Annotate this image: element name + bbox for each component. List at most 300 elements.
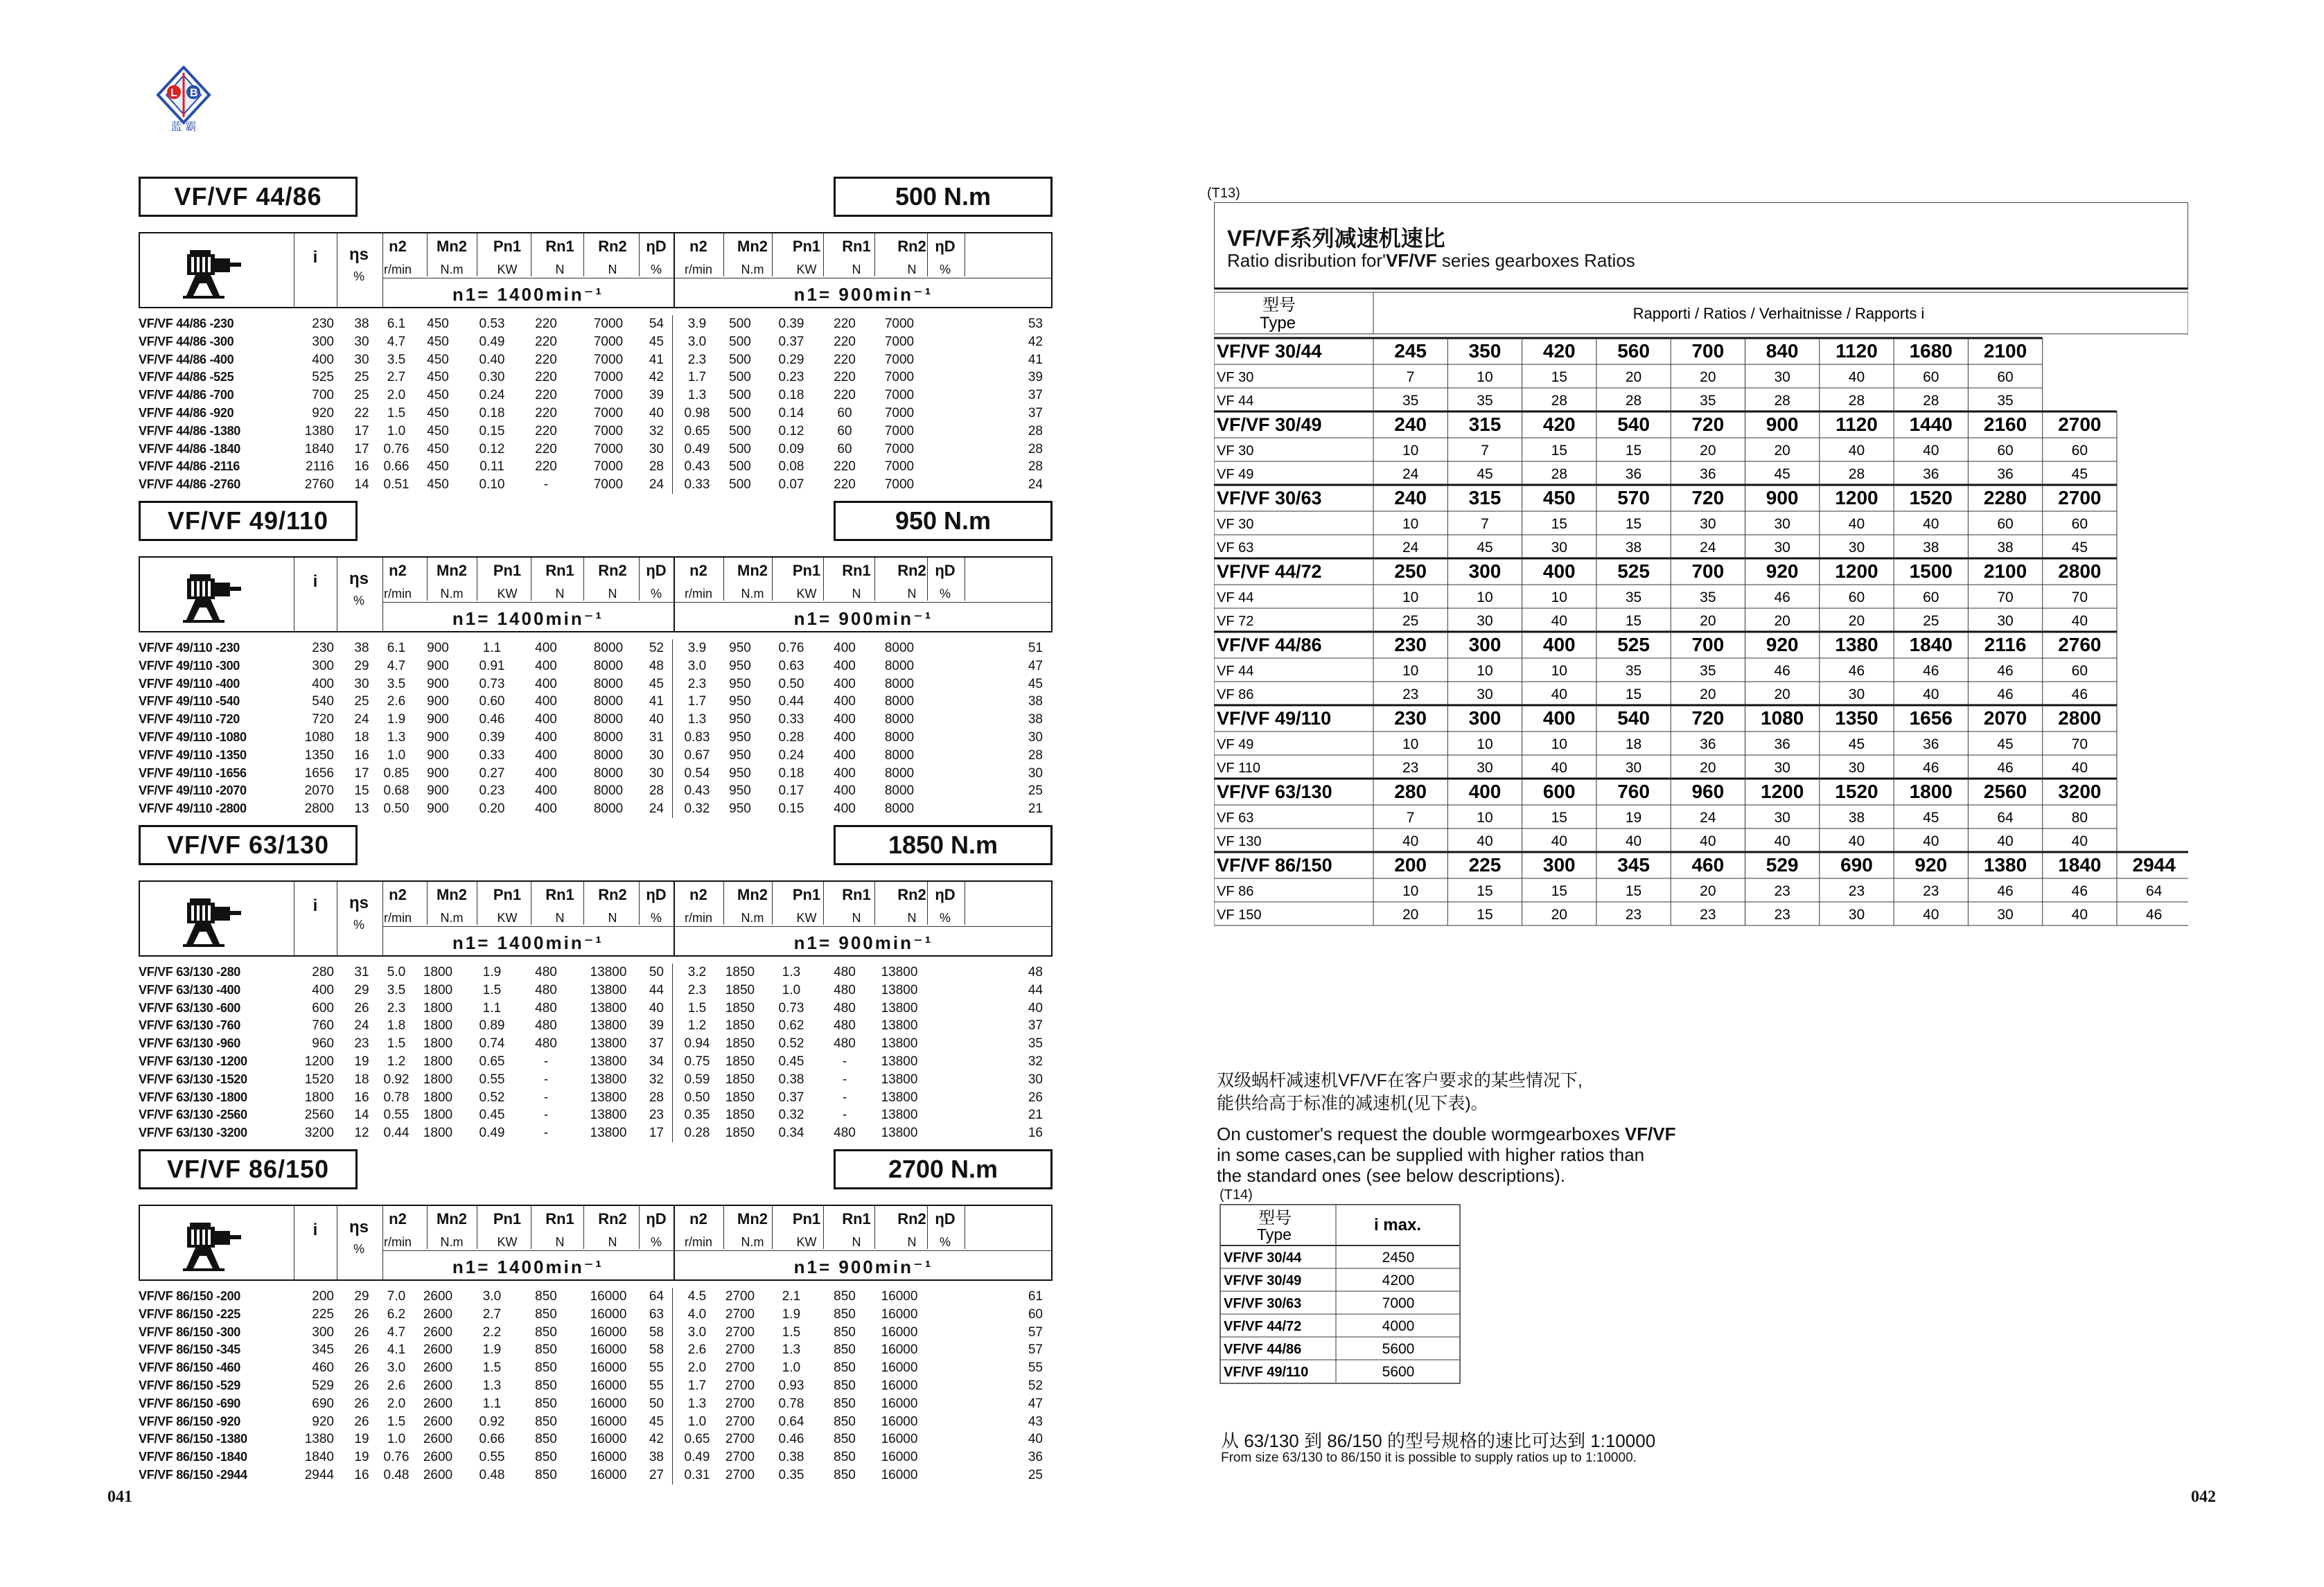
row-value: 0.89 [479,1018,505,1034]
bottom-note-en: From size 63/130 to 86/150 it is possible to supply ratios up to 1:10000. [1221,1451,1637,1465]
header-rn1: Rn1 [842,886,871,903]
header-rn2: Rn2 [897,238,926,255]
row-value: 950 [729,676,751,691]
row-value: 6.2 [387,1306,406,1322]
row-value: 0.33 [778,712,804,727]
t13-title-en-post: series gearboxes Ratios [1436,250,1635,271]
row-value: 220 [535,370,557,385]
row-value: 16000 [881,1289,918,1304]
row-value: 25 [1028,783,1043,799]
row-value: 26 [354,1396,369,1411]
t13-sub-ratio: 20 [1848,613,1865,629]
header-rn1: Rn1 [545,886,574,903]
header-unit: N.m [440,263,464,276]
t13-sub-ratio: 35 [1477,393,1493,409]
row-value: 2700 [725,1467,755,1482]
row-value: 1.3 [687,1396,707,1411]
row-value: 26 [354,1324,369,1340]
header-eta_d: ηD [935,1210,956,1227]
t13-total-ratio: 300 [1468,707,1502,729]
table-row [139,1035,1053,1053]
row-value: 3.5 [387,982,406,998]
row-value: 1800 [423,1126,453,1141]
row-value: 13 [354,801,369,817]
row-model: VF/VF 63/130 -2560 [139,1108,247,1122]
t13-sub-ratio: 35 [1402,393,1419,409]
row-value: 13800 [590,965,627,979]
row-value: 400 [312,352,334,367]
row-value: 3.0 [687,334,707,349]
logo-text: 蓝 霸 [170,120,197,132]
row-value: 400 [535,676,557,691]
row-value: 26 [1028,1090,1043,1105]
row-value: 13800 [590,1000,627,1016]
row-value: 32 [649,423,664,438]
row-value: 1380 [304,1432,334,1447]
row-value: 28 [1028,441,1043,456]
row-value: 7000 [593,334,624,349]
header-eta-s-unit: % [353,269,364,283]
row-value: 19 [354,1450,369,1465]
header-mn2: Mn2 [437,1210,467,1227]
row-model: VF/VF 86/150 -529 [139,1378,240,1392]
t13-total-ratio: 1120 [1836,340,1878,362]
table-row [139,711,1053,729]
row-value: 0.51 [383,477,410,493]
row-value: 0.35 [778,1467,804,1482]
row-value: 400 [834,641,856,655]
header-unit: N [608,911,617,925]
header-unit: % [650,263,662,276]
row-value: 480 [834,1000,856,1016]
row-value: 22 [354,405,369,420]
t13-sub-ratio: 7 [1406,810,1415,826]
row-value: 8000 [593,747,624,763]
t13-sub-name: VF 44 [1217,393,1254,409]
t14-imax-header: i max. [1373,1216,1422,1234]
row-value: 27 [649,1467,664,1482]
t13-sub-ratio: 30 [1477,686,1493,702]
t13-total-ratio: 400 [1542,707,1576,729]
row-value: 13800 [881,1018,918,1034]
row-value: 13800 [881,1000,918,1016]
t13-total-ratio: 240 [1394,487,1427,508]
row-value: 30 [1028,765,1043,781]
t13-sub-ratio: 80 [2071,810,2088,826]
t13-total-ratio: 570 [1617,487,1650,508]
header-eta_d: ηD [935,238,956,255]
t13-sub-ratio: 45 [1477,540,1493,556]
row-value: 3.0 [387,1360,406,1376]
row-model: VF/VF 49/110 -720 [139,712,240,727]
row-value: 480 [834,1036,856,1052]
t13-sub-ratio: 28 [1774,393,1790,409]
row-value: 0.20 [479,801,505,817]
row-value: 2700 [725,1432,755,1447]
header-rn2: Rn2 [598,1210,627,1227]
row-value: 60 [1028,1306,1043,1322]
row-value: 220 [535,441,557,456]
header-eta-s: ηs [349,245,369,264]
t13-sub-ratio: 28 [1551,393,1567,409]
t13-sub-ratio: 15 [1625,443,1642,459]
row-value: 525 [312,370,334,385]
row-value: 500 [729,370,751,385]
header-unit: % [650,1235,662,1249]
t13-sub-ratio: 30 [1477,760,1493,776]
t13-sub-ratio: 23 [1848,883,1865,899]
row-value: 450 [427,334,449,349]
row-value: 450 [427,388,449,403]
header-unit: % [939,587,951,601]
section-title: VF/VF 86/150 [139,1149,358,1189]
header-n2: n2 [689,1210,707,1227]
row-value: 1.5 [687,1000,707,1016]
row-model: VF/VF 63/130 -600 [139,1000,240,1015]
t13-sub-ratio: 35 [1625,589,1642,605]
t13-sub-ratio: 15 [1551,516,1567,532]
header-pn1: Pn1 [792,238,821,255]
t13-sub-ratio: 35 [1700,663,1716,679]
table-row [139,675,1053,693]
t13-sub-ratio: 20 [1700,443,1716,459]
row-value: 0.10 [479,477,505,493]
header-rn1: Rn1 [842,1210,871,1227]
row-value: 0.50 [684,1090,710,1105]
t13-sub-ratio: 18 [1625,736,1642,752]
row-value: 28 [649,783,664,799]
row-value: 920 [312,1414,334,1429]
t13-sub-ratio: 46 [2071,686,2088,702]
t13-total-ratio: 300 [1468,634,1502,655]
row-value: 19 [354,1054,369,1069]
row-value: 0.44 [383,1126,410,1141]
row-value: - [543,477,549,493]
row-value: 16 [1028,1126,1043,1141]
table-row [139,1017,1053,1035]
row-value: 16000 [881,1342,918,1358]
header-i: i [312,248,318,267]
row-value: 400 [535,729,557,745]
row-value: 30 [649,765,664,781]
row-value: 950 [729,712,751,727]
row-model: VF/VF 44/86 -1840 [139,441,240,456]
row-value: 0.59 [684,1072,710,1087]
row-value: 950 [729,747,751,763]
row-value: 55 [649,1378,664,1393]
table-row [139,657,1053,675]
row-value: 38 [1028,712,1043,727]
t13-sub-name: VF 150 [1217,907,1262,923]
header-unit: N [555,587,565,601]
row-value: 57 [1028,1324,1043,1340]
row-value: 57 [1028,1342,1043,1358]
table-row [139,369,1053,387]
row-value: 0.66 [383,459,410,475]
t13-sub-ratio: 60 [1848,589,1865,605]
row-value: 2560 [304,1108,334,1123]
t14-type: VF/VF 49/110 [1224,1365,1309,1380]
row-value: 480 [535,1018,557,1034]
t13-sub-ratio: 60 [2071,443,2088,459]
t13-sub-ratio: 15 [1477,907,1493,923]
row-value: 3.5 [387,352,406,367]
t13-sub-ratio: 15 [1477,883,1493,899]
row-value: 850 [535,1396,557,1411]
en-note-line3: the standard ones (see below descriptions). [1217,1165,1565,1186]
t13-sub-ratio: 40 [2071,613,2088,629]
t13-sub-ratio: 30 [1997,613,2014,629]
t13-sub-ratio: 28 [1848,393,1865,409]
row-value: 1800 [423,1054,453,1069]
t13-title-en-pre: Ratio disribution for' [1227,250,1386,271]
header-unit: N.m [440,587,464,601]
t13-total-ratio: 2280 [1983,487,2027,508]
row-value: 16000 [881,1432,918,1447]
t13-sub-ratio: 10 [1551,663,1567,679]
t13-sub-ratio: 20 [1774,443,1790,459]
row-value: 42 [649,1432,664,1447]
header-rn2: Rn2 [598,886,627,903]
t13-sub-ratio: 36 [1997,466,2014,482]
t13-sub-ratio: 20 [1700,369,1716,385]
row-value: 7000 [593,352,624,367]
t13-sub-ratio: 70 [2071,736,2088,752]
t13-total-ratio: 1200 [1835,560,1878,582]
row-value: 21 [1028,801,1043,817]
row-value: 220 [834,352,856,367]
row-value: 7000 [884,317,915,331]
header-pn1: Pn1 [493,886,522,903]
row-value: 45 [649,676,664,691]
t14-imax: 4000 [1382,1318,1415,1334]
row-value: 0.35 [684,1108,710,1123]
row-value: 400 [312,676,334,691]
row-value: 26 [354,1360,369,1376]
row-value: 0.07 [778,477,804,493]
row-value: 0.73 [479,676,505,691]
row-value: 45 [649,334,664,349]
row-value: 34 [649,1054,664,1069]
t13-sub-ratio: 36 [1700,466,1716,482]
t13-total-ratio: 840 [1766,340,1799,362]
row-value: 225 [312,1306,334,1322]
row-value: 48 [649,658,664,673]
header-mn2: Mn2 [737,886,768,903]
t13-sub-ratio: 40 [1477,833,1493,849]
row-value: 400 [535,765,557,781]
row-value: 16000 [590,1306,627,1322]
t13-sub-ratio: 10 [1477,369,1493,385]
t13-sub-ratio: 46 [1997,663,2014,679]
t13-sub-ratio: 40 [1625,833,1642,849]
row-value: 32 [649,1072,664,1087]
t13-total-ratio: 1120 [1836,414,1878,435]
row-model: VF/VF 49/110 -1080 [139,729,247,744]
row-value: 0.24 [479,388,505,403]
row-value: 1.7 [687,1378,707,1393]
row-value: 0.55 [479,1450,505,1465]
t13-total-ratio: 900 [1766,487,1799,508]
row-model: VF/VF 86/150 -225 [139,1306,240,1321]
row-value: 850 [535,1450,557,1465]
row-value: 0.46 [479,712,505,727]
row-value: 220 [535,317,557,331]
row-value: 480 [535,1036,557,1052]
row-value: 7000 [593,388,624,403]
t13-sub-ratio: 7 [1406,369,1415,385]
row-value: 7000 [884,334,915,349]
t13-sub-name: VF 49 [1217,737,1254,752]
t14-type: VF/VF 30/63 [1224,1296,1302,1311]
row-value: 18 [354,1072,369,1087]
row-value: 1.3 [782,965,801,979]
row-value: 13800 [590,1090,627,1105]
row-value: 1.0 [687,1414,707,1429]
row-value: 0.37 [778,334,804,349]
t13-sub-ratio: 35 [1700,589,1716,605]
row-model: VF/VF 44/86 -2760 [139,477,240,492]
t13-sub-ratio: 10 [1402,736,1419,752]
row-value: 0.24 [778,747,804,763]
row-model: VF/VF 63/130 -1200 [139,1054,247,1068]
row-value: 2600 [423,1414,453,1429]
header-pn1: Pn1 [792,886,821,903]
t13-sub-ratio: 28 [1551,466,1567,482]
row-value: 60 [837,423,852,438]
row-value: 3200 [304,1126,334,1141]
t13-grid [1214,202,2188,956]
t13-total-ratio: 245 [1394,340,1427,362]
row-value: 16000 [881,1450,918,1465]
row-value: 55 [1028,1360,1043,1376]
row-value: 16000 [590,1432,627,1447]
row-value: 2.1 [782,1289,801,1304]
speed-label-1400: n1= 1400min⁻¹ [452,608,604,629]
t13-sub-ratio: 40 [1997,833,2014,849]
row-value: 5.0 [387,965,406,979]
row-value: 950 [729,658,751,673]
row-value: 1.9 [387,712,406,727]
row-value: 13800 [590,1054,627,1069]
row-value: 3.0 [687,658,707,673]
row-model: VF/VF 49/110 -400 [139,676,240,691]
row-value: 0.92 [383,1072,410,1087]
row-value: 300 [312,1324,334,1340]
t13-sub-ratio: 30 [1848,540,1865,556]
t13-sub-ratio: 45 [1848,736,1865,752]
row-value: 2.3 [687,982,707,998]
t13-sub-ratio: 20 [1700,883,1716,899]
table-row [139,800,1053,818]
row-value: 1800 [423,1036,453,1052]
row-value: 40 [649,712,664,727]
row-value: 26 [354,1378,369,1393]
table-row [139,982,1053,1000]
row-value: 2600 [423,1324,453,1340]
t13-sub-ratio: 28 [1923,393,1939,409]
header-unit: N [555,1235,565,1249]
table-row [139,1000,1053,1018]
row-value: 400 [834,712,856,727]
row-value: 48 [1028,965,1043,979]
row-value: 230 [312,317,334,331]
row-model: VF/VF 63/130 -960 [139,1036,240,1051]
row-value: 8000 [593,676,624,691]
t13-total-ratio: 400 [1542,560,1576,582]
row-value: 0.49 [684,441,710,456]
logo-letter-b: B [190,87,198,99]
row-value: 0.92 [479,1414,505,1429]
row-value: 52 [1028,1378,1043,1393]
t13-group-name: VF/VF 86/150 [1217,855,1332,876]
t13-sub-ratio: 10 [1551,736,1567,752]
row-value: 8000 [884,658,915,673]
t13-title-en-bold: VF/VF [1385,250,1437,271]
row-value: 1.3 [782,1342,801,1358]
row-value: 1.5 [482,1360,502,1376]
header-unit: N [907,911,917,925]
row-value: 450 [427,459,449,475]
t13-total-ratio: 225 [1468,854,1502,876]
row-value: 13800 [881,1054,918,1069]
t13-total-ratio: 1200 [1761,781,1804,802]
row-value: 0.85 [383,765,410,781]
table-row [139,458,1053,476]
row-value: 1800 [304,1090,334,1105]
t13-total-ratio: 2100 [1983,560,2027,582]
table-row [139,405,1053,423]
t13-total-ratio: 240 [1394,414,1427,435]
row-value: 1.5 [387,405,406,420]
t13-sub-ratio: 30 [1997,907,2014,923]
row-model: VF/VF 86/150 -2944 [139,1467,247,1482]
t13-sub-ratio: 7 [1481,516,1489,532]
header-eta_d: ηD [646,562,667,579]
header-eta-s-unit: % [353,1242,364,1256]
header-unit: N.m [741,1235,764,1249]
t13-total-ratio: 600 [1542,781,1576,802]
t13-sub-ratio: 60 [1997,369,2014,385]
row-value: 12 [354,1126,369,1141]
row-value: 16000 [590,1324,627,1340]
header-unit: KW [497,1235,518,1249]
row-value: 0.52 [479,1090,505,1105]
row-value: 1.5 [782,1324,801,1340]
t13-sub-ratio: 36 [1625,466,1642,482]
row-value: 8000 [593,658,624,673]
row-value: 4.5 [687,1289,707,1304]
row-value: 2.6 [387,694,406,709]
t14-type: VF/VF 30/49 [1224,1273,1302,1288]
t13-sub-ratio: 46 [1774,589,1790,605]
row-model: VF/VF 49/110 -1656 [139,765,247,780]
row-value: 17 [354,441,369,456]
row-value: 2600 [423,1342,453,1358]
row-value: 16000 [881,1306,918,1322]
t13-sub-ratio: 15 [1625,516,1642,532]
row-value: 45 [1028,676,1043,691]
row-value: 400 [834,765,856,781]
t13-sub-ratio: 23 [1700,907,1716,923]
t13-sub-name: VF 30 [1217,443,1254,459]
t13-sub-ratio: 30 [1774,540,1790,556]
row-value: 0.91 [479,658,505,673]
row-value: 850 [834,1450,856,1465]
t13-sub-ratio: 36 [1923,736,1939,752]
row-value: 0.11 [479,459,504,475]
row-value: 900 [427,676,449,691]
